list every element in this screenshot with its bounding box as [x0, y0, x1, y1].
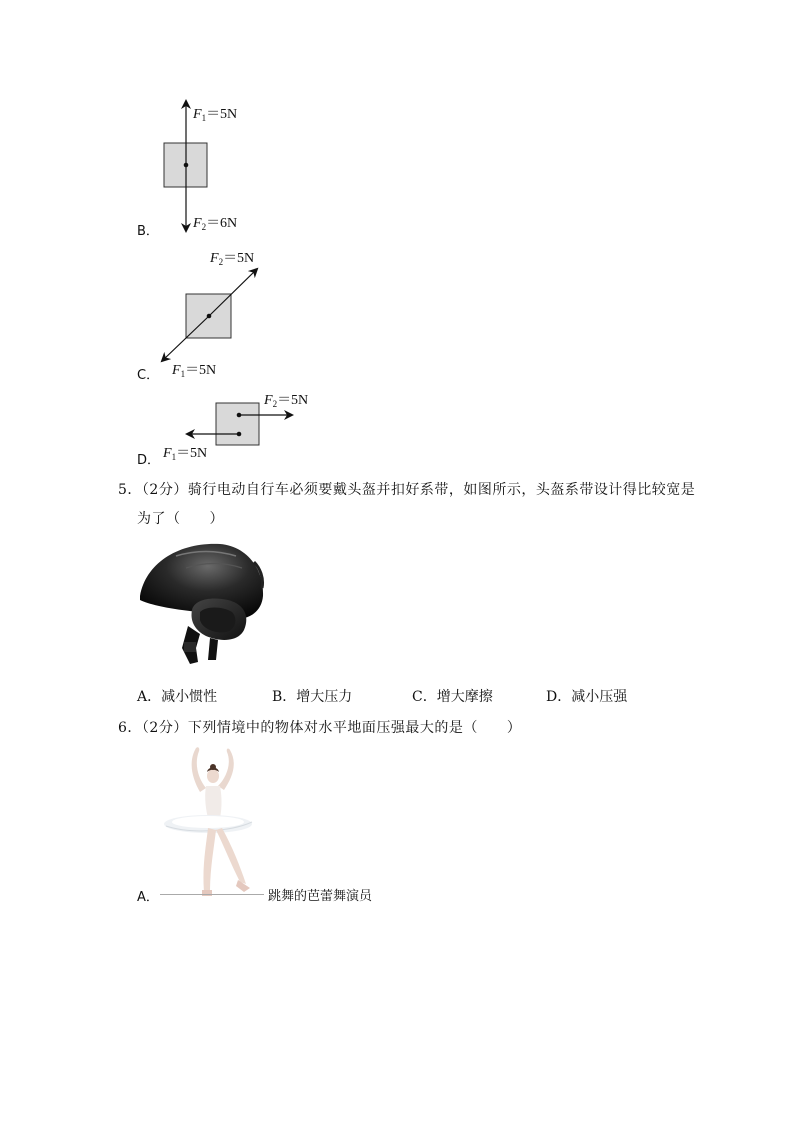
option-d-letter[interactable]: D． — [137, 453, 161, 468]
label-f2-c: $F_2=5N$ — [210, 251, 255, 267]
option-b-letter[interactable]: B． — [137, 224, 159, 239]
q5-choice-b[interactable]: B．增大压力 — [272, 689, 353, 705]
ballerina-image — [160, 742, 268, 898]
floor-line — [160, 894, 264, 895]
label-f1-d: $F_1=5N$ — [163, 446, 208, 462]
q5-stem-line2: 为了（ ） — [137, 511, 224, 527]
q5-choice-c[interactable]: C．增大摩擦 — [412, 689, 493, 705]
q6-option-a-caption: 跳舞的芭蕾舞演员 — [268, 889, 373, 904]
arrow-f2-c — [209, 269, 257, 316]
q6-option-a-letter[interactable]: A． — [137, 890, 159, 905]
q5-stem-line1: 5．（2分）骑行电动自行车必须要戴头盔并扣好系带，如图所示，头盔系带设计得比较宽是 — [118, 482, 696, 498]
q5-choice-a[interactable]: A．减小惯性 — [137, 689, 218, 705]
option-c-letter[interactable]: C． — [137, 368, 160, 383]
q6-stem: 6．（2分）下列情境中的物体对水平地面压强最大的是（ ） — [118, 720, 522, 736]
label-f2-d: $F_2=5N$ — [264, 393, 309, 409]
block-d — [216, 403, 259, 445]
label-f1-c: $F_1=5N$ — [172, 363, 217, 379]
label-f1-b: $F_1=5N$ — [193, 107, 238, 123]
label-f2-b: $F_2=6N$ — [193, 216, 238, 232]
helmet-image — [136, 538, 266, 670]
q5-choice-d[interactable]: D．减小压强 — [546, 689, 628, 705]
